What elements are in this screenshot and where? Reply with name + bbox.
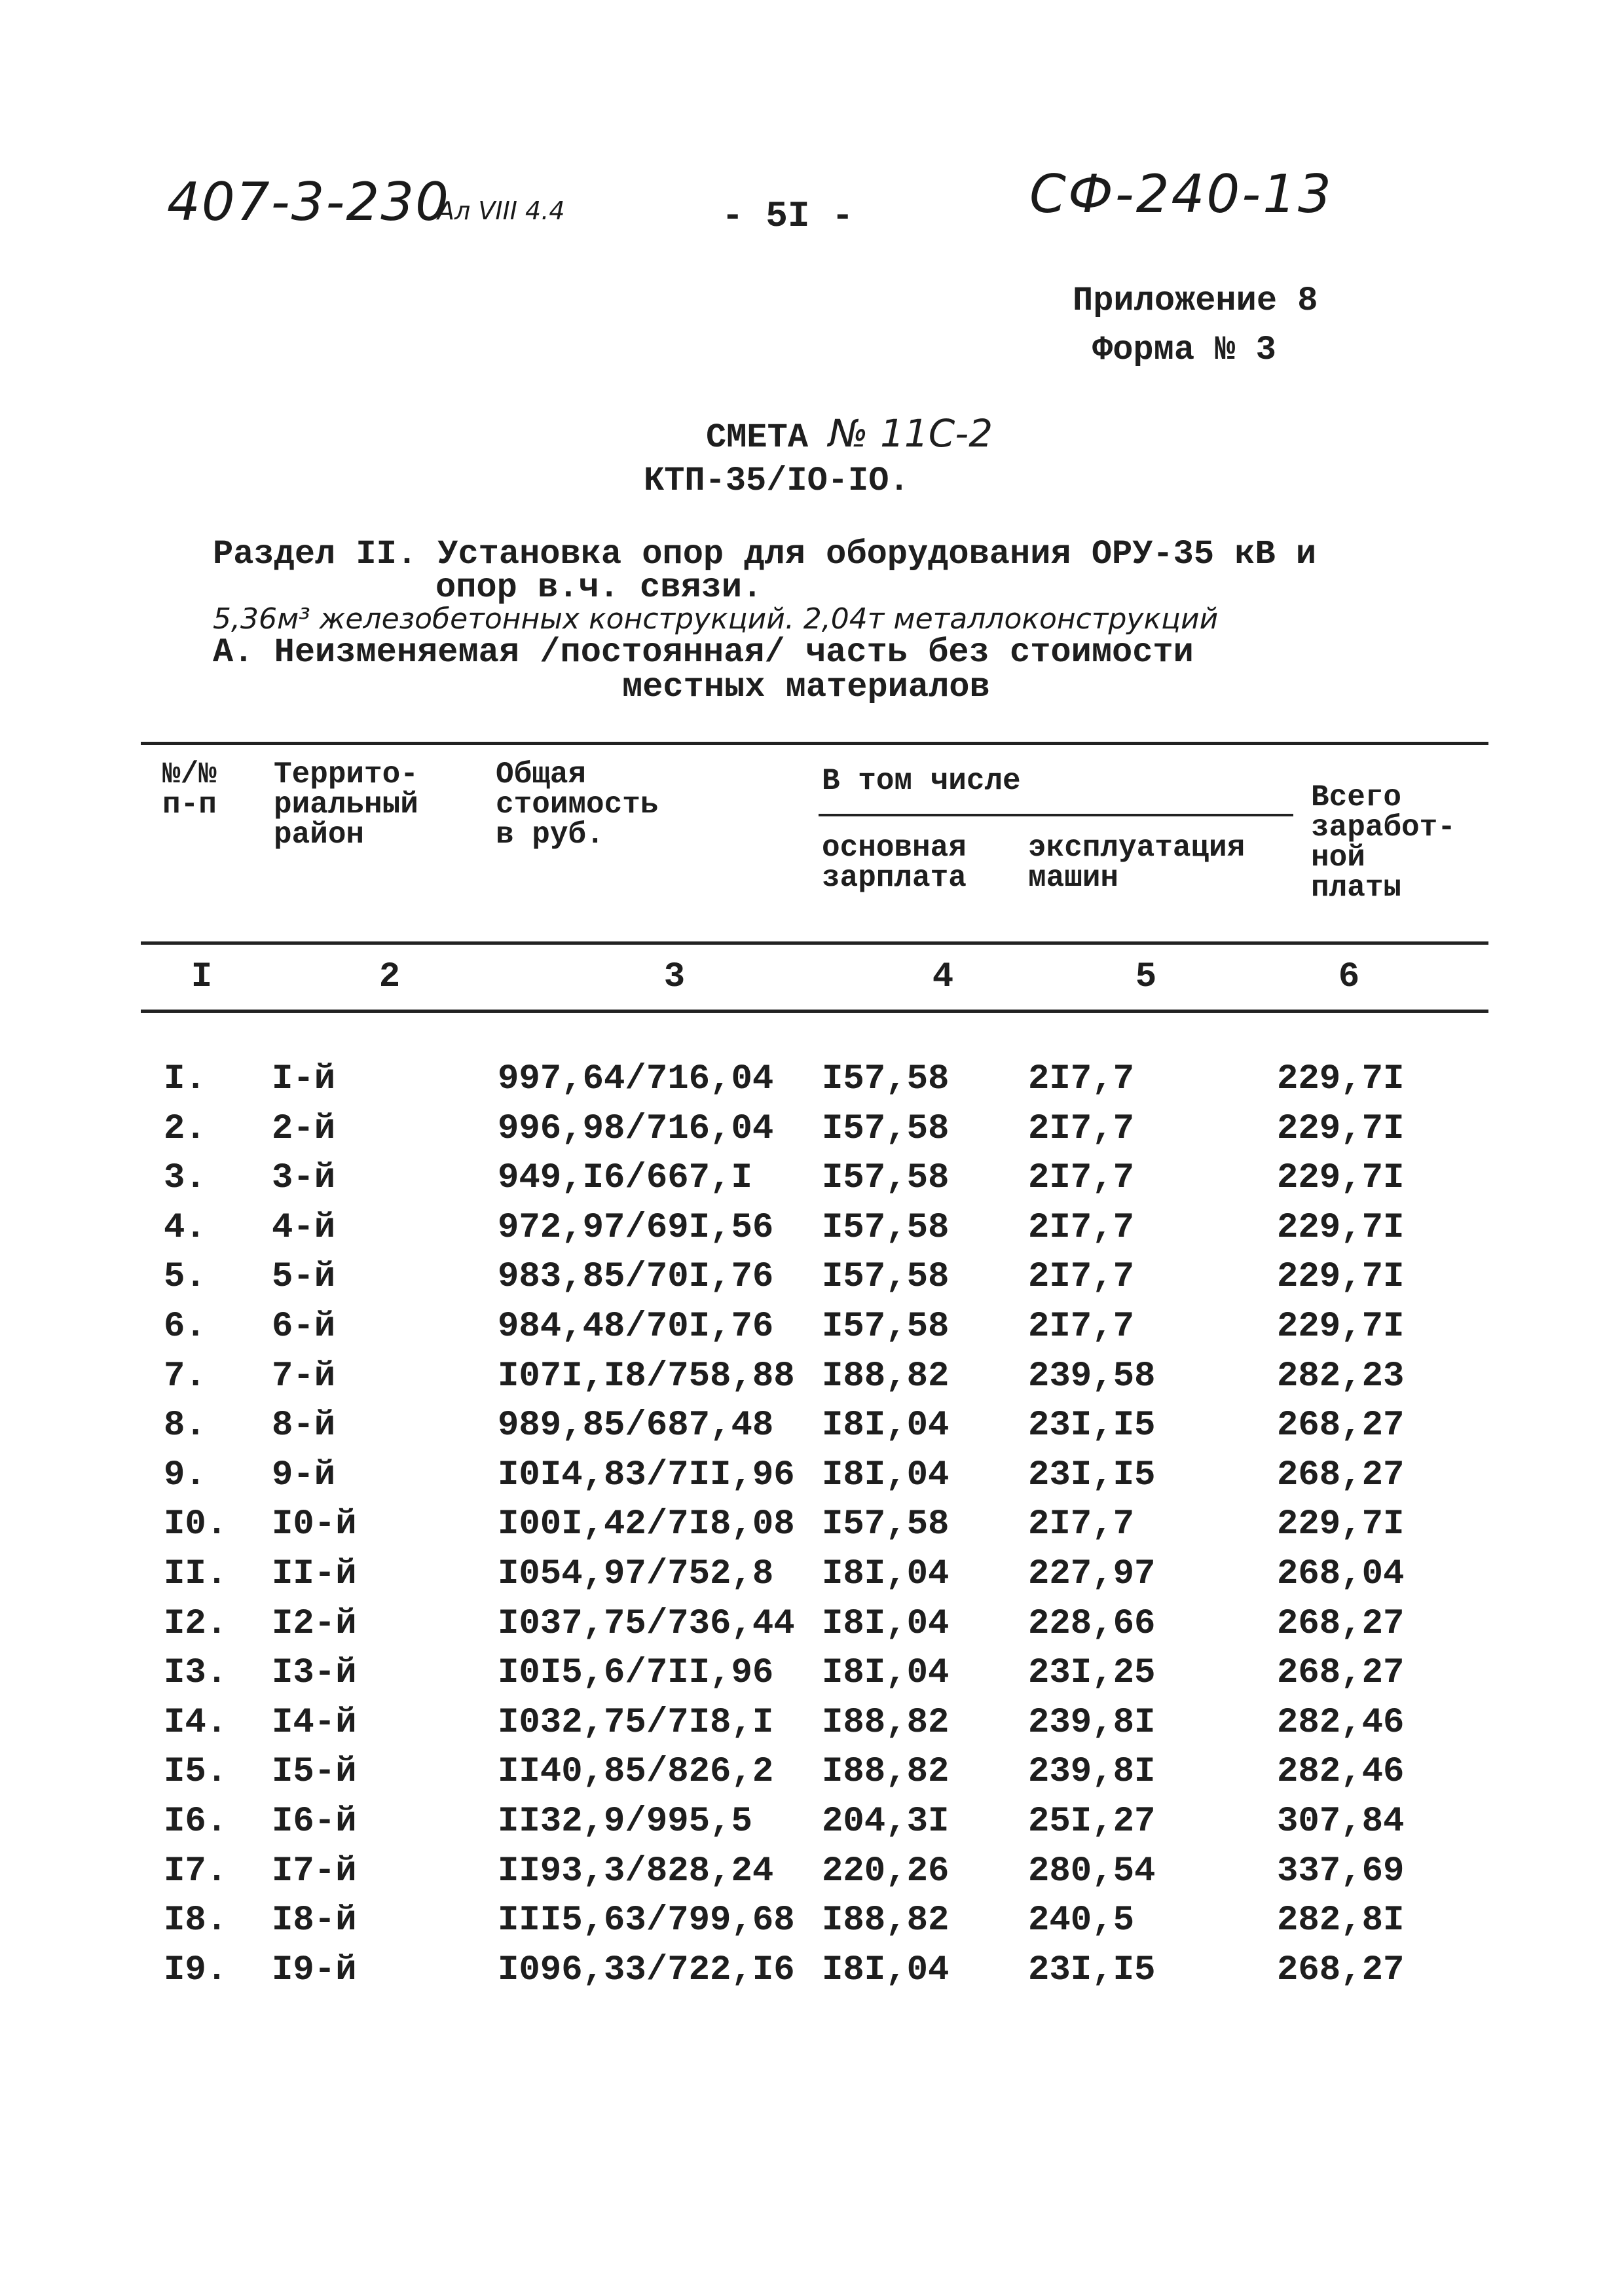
row-total-cost: 997,64/716,04	[498, 1059, 774, 1099]
row-total-cost: I0I5,6/7II,96	[498, 1653, 774, 1694]
row-machine-operation: 2I7,7	[1028, 1158, 1135, 1199]
document-code: 407-3-230	[167, 172, 451, 232]
row-total-cost: I054,97/752,8	[498, 1554, 774, 1594]
row-total-cost: 984,48/70I,76	[498, 1307, 774, 1347]
row-region: I-й	[272, 1059, 336, 1099]
row-total-cost: I037,75/736,44	[498, 1603, 795, 1644]
row-machine-operation: 228,66	[1028, 1603, 1156, 1644]
row-machine-operation: 25I,27	[1028, 1802, 1156, 1842]
form-number: Форма № 3	[1092, 331, 1276, 369]
estimate-title	[706, 411, 993, 457]
part-title-line1: А. Неизменяемая /постоянная/ часть без стоимости	[213, 633, 1194, 672]
header-col1: №/№ п-п	[162, 757, 217, 822]
row-total-cost: 949,I6/667,I	[498, 1158, 752, 1199]
column-number-1: I	[191, 957, 213, 997]
row-base-wage: 220,26	[822, 1851, 950, 1891]
row-total-wage: 282,8I	[1277, 1901, 1405, 1941]
row-total-wage: 337,69	[1277, 1851, 1405, 1891]
row-region: I0-й	[272, 1504, 357, 1545]
row-base-wage: I57,58	[822, 1158, 950, 1199]
row-region: I3-й	[272, 1653, 357, 1694]
row-number: I7.	[164, 1851, 228, 1891]
header-col4: основная зарплата	[822, 831, 967, 895]
row-region: I4-й	[272, 1702, 357, 1743]
row-total-cost: 983,85/70I,76	[498, 1257, 774, 1298]
row-total-wage: 229,7I	[1277, 1307, 1405, 1347]
column-number-4: 4	[932, 957, 954, 997]
table-top-rule	[141, 742, 1488, 745]
row-machine-operation: 2I7,7	[1028, 1207, 1135, 1248]
row-machine-operation: 2I7,7	[1028, 1257, 1135, 1298]
row-total-wage: 268,27	[1277, 1455, 1405, 1495]
row-base-wage: I57,58	[822, 1108, 950, 1149]
row-total-wage: 268,27	[1277, 1653, 1405, 1694]
row-total-wage: 229,7I	[1277, 1504, 1405, 1545]
header-col2: Террито- риальный район	[274, 757, 418, 852]
column-number-6: 6	[1338, 957, 1360, 997]
row-total-cost: II40,85/826,2	[498, 1752, 774, 1793]
row-machine-operation: 2I7,7	[1028, 1059, 1135, 1099]
row-number: I3.	[164, 1653, 228, 1694]
row-machine-operation: 23I,I5	[1028, 1406, 1156, 1446]
row-number: 4.	[164, 1207, 206, 1248]
row-total-cost: 989,85/687,48	[498, 1406, 774, 1446]
row-base-wage: I8I,04	[822, 1554, 950, 1594]
row-machine-operation: 240,5	[1028, 1901, 1135, 1941]
page-number: - 5I -	[722, 195, 854, 237]
section-title-line1: Раздел II. Установка опор для оборудования ОРУ-35 кВ и	[213, 535, 1317, 574]
column-number-2: 2	[378, 957, 401, 997]
row-machine-operation: 280,54	[1028, 1851, 1156, 1891]
table-group-rule	[819, 814, 1293, 816]
row-number: 6.	[164, 1307, 206, 1347]
row-total-wage: 282,46	[1277, 1702, 1405, 1743]
row-region: 8-й	[272, 1406, 336, 1446]
row-number: 8.	[164, 1406, 206, 1446]
row-region: I8-й	[272, 1901, 357, 1941]
row-base-wage: I8I,04	[822, 1455, 950, 1495]
estimate-title-prefix: СМЕТА	[706, 418, 809, 457]
header-col5: эксплуатация машин	[1028, 831, 1246, 895]
row-total-cost: III5,63/799,68	[498, 1901, 795, 1941]
row-number: II.	[164, 1554, 228, 1594]
row-total-cost: 972,97/69I,56	[498, 1207, 774, 1248]
row-number: I8.	[164, 1901, 228, 1941]
row-total-cost: II32,9/995,5	[498, 1802, 752, 1842]
row-total-wage: 229,7I	[1277, 1257, 1405, 1298]
row-region: 9-й	[272, 1455, 336, 1495]
row-total-wage: 229,7I	[1277, 1108, 1405, 1149]
row-machine-operation: 239,8I	[1028, 1702, 1156, 1743]
row-base-wage: I57,58	[822, 1257, 950, 1298]
row-region: I5-й	[272, 1752, 357, 1793]
row-base-wage: I8I,04	[822, 1950, 950, 1990]
row-machine-operation: 23I,25	[1028, 1653, 1156, 1694]
row-region: 2-й	[272, 1108, 336, 1149]
column-number-3: 3	[663, 957, 686, 997]
row-region: I6-й	[272, 1802, 357, 1842]
row-total-cost: I0I4,83/7II,96	[498, 1455, 795, 1495]
row-region: 5-й	[272, 1257, 336, 1298]
row-number: 7.	[164, 1356, 206, 1396]
estimate-title-number: № 11С-2	[828, 411, 993, 456]
row-total-wage: 229,7I	[1277, 1207, 1405, 1248]
column-number-5: 5	[1135, 957, 1157, 997]
section-title-line2: опор в.ч. связи.	[435, 568, 763, 607]
row-number: 9.	[164, 1455, 206, 1495]
row-machine-operation: 2I7,7	[1028, 1307, 1135, 1347]
appendix-label: Приложение 8	[1073, 282, 1318, 320]
row-base-wage: I57,58	[822, 1504, 950, 1545]
row-total-cost: 996,98/716,04	[498, 1108, 774, 1149]
row-base-wage: I88,82	[822, 1702, 950, 1743]
row-total-wage: 307,84	[1277, 1802, 1405, 1842]
row-machine-operation: 23I,I5	[1028, 1455, 1156, 1495]
row-machine-operation: 239,8I	[1028, 1752, 1156, 1793]
row-base-wage: I88,82	[822, 1901, 950, 1941]
row-machine-operation: 227,97	[1028, 1554, 1156, 1594]
row-base-wage: I88,82	[822, 1356, 950, 1396]
estimate-subtitle: КТП-35/IO-IO.	[644, 462, 910, 500]
row-region: 7-й	[272, 1356, 336, 1396]
row-base-wage: I8I,04	[822, 1406, 950, 1446]
row-number: I4.	[164, 1702, 228, 1743]
row-total-wage: 268,27	[1277, 1603, 1405, 1644]
row-total-wage: 229,7I	[1277, 1059, 1405, 1099]
row-base-wage: 204,3I	[822, 1802, 950, 1842]
series-code: СФ-240-13	[1029, 164, 1333, 225]
row-total-wage: 268,27	[1277, 1950, 1405, 1990]
part-title-line2: местных материалов	[622, 668, 990, 706]
row-total-wage: 282,46	[1277, 1752, 1405, 1793]
row-total-wage: 268,04	[1277, 1554, 1405, 1594]
table-column-numbers-rule	[141, 1010, 1488, 1013]
row-base-wage: I88,82	[822, 1752, 950, 1793]
row-base-wage: I8I,04	[822, 1653, 950, 1694]
row-region: I9-й	[272, 1950, 357, 1990]
row-total-cost: I00I,42/7I8,08	[498, 1504, 795, 1545]
row-total-cost: II93,3/828,24	[498, 1851, 774, 1891]
document-sheet-mark: Ал VIII 4.4	[437, 196, 565, 225]
row-region: I7-й	[272, 1851, 357, 1891]
row-base-wage: I57,58	[822, 1059, 950, 1099]
row-number: I6.	[164, 1802, 228, 1842]
header-group: В том числе	[822, 764, 1021, 798]
row-base-wage: I57,58	[822, 1307, 950, 1347]
row-number: 3.	[164, 1158, 206, 1199]
row-total-wage: 229,7I	[1277, 1158, 1405, 1199]
row-total-wage: 268,27	[1277, 1406, 1405, 1446]
row-base-wage: I8I,04	[822, 1603, 950, 1644]
row-machine-operation: 239,58	[1028, 1356, 1156, 1396]
row-region: II-й	[272, 1554, 357, 1594]
row-number: 5.	[164, 1257, 206, 1298]
row-region: 4-й	[272, 1207, 336, 1248]
row-number: I5.	[164, 1752, 228, 1793]
row-region: I2-й	[272, 1603, 357, 1644]
row-number: I.	[164, 1059, 206, 1099]
table-header-rule	[141, 941, 1488, 945]
row-total-cost: I07I,I8/758,88	[498, 1356, 795, 1396]
row-number: I0.	[164, 1504, 228, 1545]
row-number: I9.	[164, 1950, 228, 1990]
row-machine-operation: 23I,I5	[1028, 1950, 1156, 1990]
header-col3: Общая стоимость в руб.	[496, 757, 659, 852]
row-base-wage: I57,58	[822, 1207, 950, 1248]
row-machine-operation: 2I7,7	[1028, 1504, 1135, 1545]
row-region: 3-й	[272, 1158, 336, 1199]
row-number: 2.	[164, 1108, 206, 1149]
row-machine-operation: 2I7,7	[1028, 1108, 1135, 1149]
row-region: 6-й	[272, 1307, 336, 1347]
header-col6: Всего заработ- ной платы	[1311, 780, 1456, 905]
row-total-cost: I096,33/722,I6	[498, 1950, 795, 1990]
row-number: I2.	[164, 1603, 228, 1644]
row-total-cost: I032,75/7I8,I	[498, 1702, 774, 1743]
row-total-wage: 282,23	[1277, 1356, 1405, 1396]
materials-note: 5,36м³ железобетонных конструкций. 2,04т металлоконструкций	[213, 602, 1219, 636]
